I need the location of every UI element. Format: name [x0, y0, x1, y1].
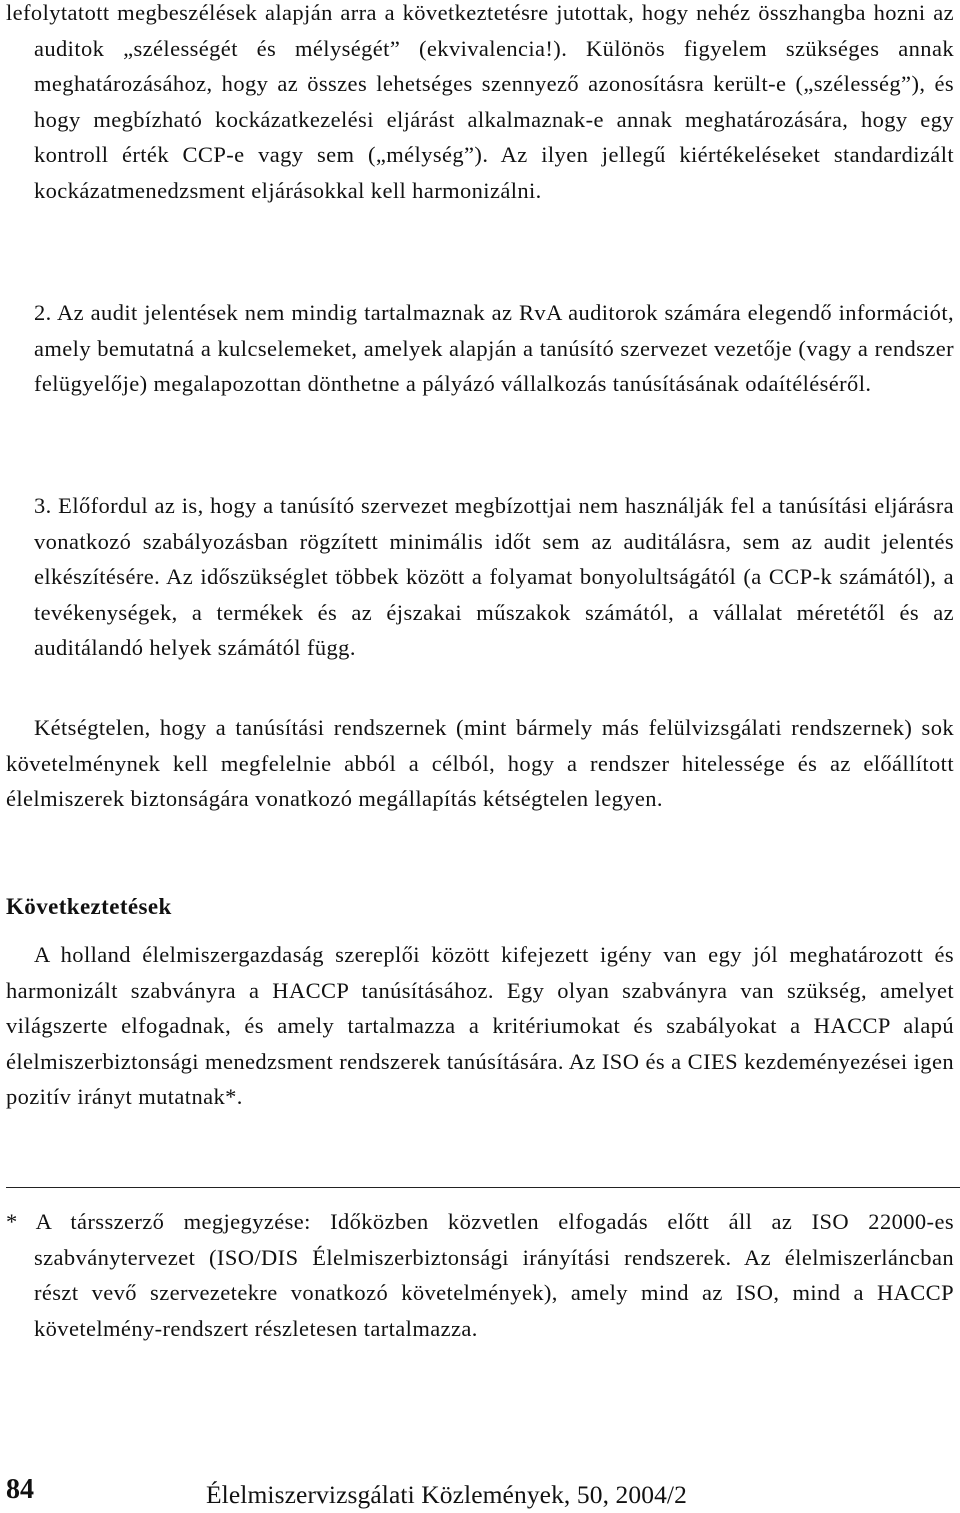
footnote: * A társszerző megjegyzése: Időközben közvetlen elfogadás előtt áll az ISO 22000-es szabványtervezet (ISO/DIS Élelmiszerbiztonsági irányítási rendszerek. Az élelmiszerláncban részt vevő szervezetekre vonatkozó követelmények), amely mind az ISO, mind a HACCP követelmény-rendszert részletesen tartalmazza. — [6, 1209, 954, 1341]
journal-citation: Élelmiszervizsgálati Közlemények, 50, 2004/2 — [206, 1480, 687, 1509]
body-paragraph-2: 2. Az audit jelentések nem mindig tartalmaznak az RvA auditorok számára elegendő információt, amely bemutatná a kulcselemeket, amelyek alapján a tanúsító szervezet vezetője (vagy a rendszer felügyelője) megalapozottan dönthetne a pályázó vállalkozás tanúsításának odaítéléséről. — [34, 300, 954, 397]
body-paragraph-3: 3. Előfordul az is, hogy a tanúsító szervezet megbízottjai nem használják fel a tanúsítási eljárásra vonatkozó szabályozásban rögzített minimális időt sem az auditálásra, sem az audit jelentés elkészítésére. Az időszükséglet többek között a folyamat bonyolultságától (a CCP-k számától), a tevékenységek, a termékek és az éjszakai műszakok számától, a vállalat méretétől és az auditálandó helyek számától függ. — [34, 493, 954, 661]
page-number: 84 — [6, 1474, 34, 1505]
conclusions-paragraph: A holland élelmiszergazdaság szereplői között kifejezett igény van egy jól meghatározott és harmonizált szabványra a HACCP tanúsításához. Egy olyan szabványra van szükség, amelyet világszerte elfogadnak, és amely tartalmazza a kritériumokat és szabályokat a HACCP alapú élelmiszerbiztonsági menedzsment rendszerek tanúsítására. Az ISO és a CIES kezdeményezései igen pozitív irányt mutatnak*. — [6, 942, 954, 1110]
body-paragraph-1: lefolytatott megbeszélések alapján arra a következtetésre jutottak, hogy nehéz összhangba hozni az auditok „szélességét és mélységét” (ekvivalencia!). Különös figyelem szükséges annak meghatározásához, hogy az összes lehetséges szennyező azonosításra került-e („szélesség”), és hogy megbízható kockázatkezelési eljárást alkalmaznak-e annak meghatározására, hogy egy kontroll érték CCP-e vagy sem („mélység”). Az ilyen jellegű kiértékeléseket standardizált kockázatmenedzsment eljárásokkal kell harmonizálni. — [6, 0, 954, 203]
footnote-separator — [6, 1187, 960, 1188]
section-heading-conclusions: Következtetések — [6, 894, 172, 919]
body-paragraph-4: Kétségtelen, hogy a tanúsítási rendszernek (mint bármely más felülvizsgálati rendszernek) sok követelménynek kell megfelelnie abból a célból, hogy a rendszer hitelessége és az előállított élelmiszerek biztonságára vonatkozó megállapítás kétségtelen legyen. — [6, 715, 954, 812]
